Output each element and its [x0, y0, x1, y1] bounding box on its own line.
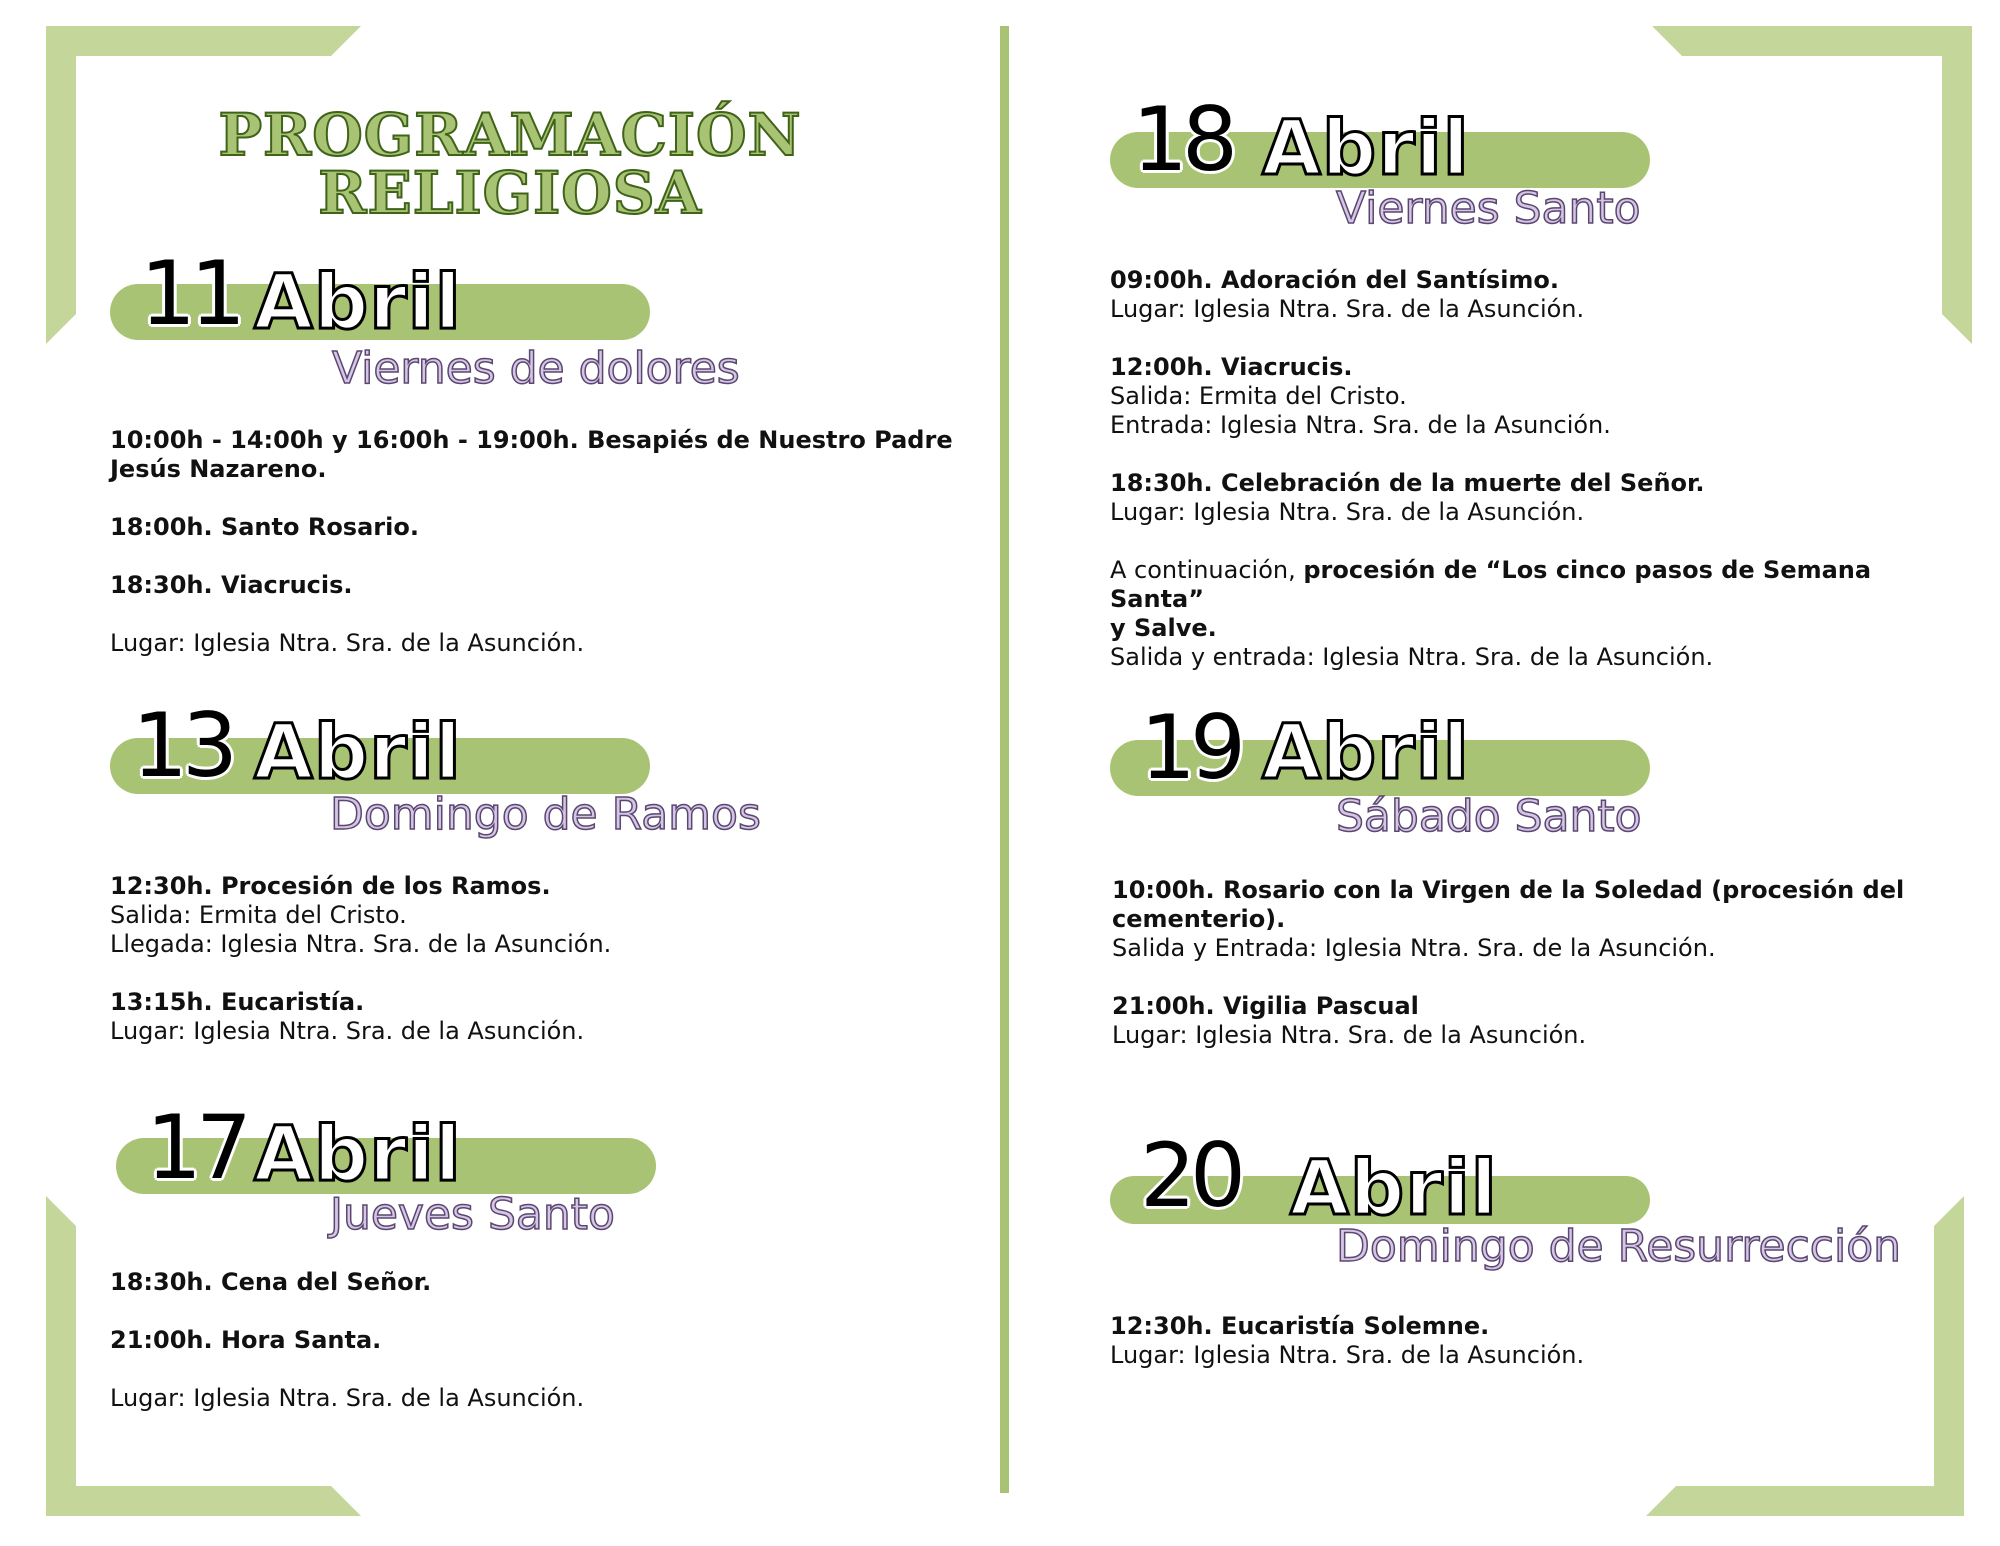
- event-title: 09:00h. Adoración del Santísimo.: [1110, 266, 1560, 294]
- event-location: Lugar: Iglesia Ntra. Sra. de la Asunción.: [110, 1384, 585, 1412]
- event-title-cont: Jesús Nazareno.: [110, 455, 327, 483]
- event-departure: Salida: Ermita del Cristo.: [1110, 382, 1407, 410]
- month-label: Abril: [254, 707, 462, 796]
- event-title: 18:30h. Cena del Señor.: [110, 1268, 432, 1296]
- month-label: Abril: [1290, 1143, 1498, 1232]
- event-item: [1110, 353, 1970, 440]
- event-location: Lugar: Iglesia Ntra. Sra. de la Asunción.: [1112, 1021, 1587, 1049]
- day-name: Viernes Santo: [1336, 183, 1641, 234]
- event-list: [1110, 1312, 1970, 1399]
- center-divider: [1000, 26, 1009, 1493]
- day-number: 17: [146, 1096, 246, 1199]
- event-item: [110, 988, 990, 1046]
- event-title: 12:30h. Procesión de los Ramos.: [110, 872, 551, 900]
- event-item: [1110, 556, 1970, 672]
- event-title: 18:30h. Celebración de la muerte del Señor.: [1110, 469, 1705, 497]
- event-title: 21:00h. Vigilia Pascual: [1112, 992, 1419, 1020]
- event-list: [110, 1268, 990, 1442]
- event-location: Lugar: Iglesia Ntra. Sra. de la Asunción.: [110, 1017, 585, 1045]
- event-item: [110, 513, 990, 542]
- month-label: Abril: [254, 257, 462, 346]
- event-title-cont: cementerio).: [1112, 905, 1286, 933]
- title-line-1: PROGRAMACIÓN: [218, 101, 802, 169]
- event-arrival: Entrada: Iglesia Ntra. Sra. de la Asunción.: [1110, 411, 1611, 439]
- event-location: Lugar: Iglesia Ntra. Sra. de la Asunción.: [1110, 498, 1585, 526]
- event-item: [110, 1268, 990, 1297]
- event-item: [110, 1326, 990, 1355]
- day-number: 19: [1140, 696, 1240, 799]
- event-title: 18:00h. Santo Rosario.: [110, 513, 419, 541]
- event-title: 12:00h. Viacrucis.: [1110, 353, 1353, 381]
- event-title-cont: y Salve.: [1110, 614, 1217, 642]
- event-location: Lugar: Iglesia Ntra. Sra. de la Asunción.: [1110, 1341, 1585, 1369]
- event-list: [110, 426, 990, 687]
- event-item: [110, 1384, 990, 1413]
- event-item: [110, 872, 990, 959]
- event-title: 10:00h - 14:00h y 16:00h - 19:00h. Besapiés de Nuestro Padre: [110, 426, 953, 454]
- event-title: 21:00h. Hora Santa.: [110, 1326, 382, 1354]
- day-name: Jueves Santo: [330, 1189, 615, 1240]
- day-name: Viernes de dolores: [332, 343, 740, 394]
- event-item: [1110, 469, 1970, 527]
- event-item: [110, 426, 990, 484]
- event-item: [110, 571, 990, 600]
- event-list: [110, 872, 990, 1075]
- event-location: Salida y Entrada: Iglesia Ntra. Sra. de la Asunción.: [1112, 934, 1716, 962]
- month-label: Abril: [1262, 103, 1470, 192]
- event-intro: A continuación,: [1110, 556, 1304, 584]
- event-item: [1112, 992, 1972, 1050]
- event-location: Salida y entrada: Iglesia Ntra. Sra. de la Asunción.: [1110, 643, 1714, 671]
- day-name: Domingo de Ramos: [330, 789, 761, 840]
- day-name: Sábado Santo: [1336, 791, 1642, 842]
- event-title: procesión de “Los cinco pasos de Semana Santa”: [1110, 556, 1872, 613]
- day-number: 13: [132, 694, 232, 797]
- event-item: [1112, 876, 1972, 963]
- event-arrival: Llegada: Iglesia Ntra. Sra. de la Asunción.: [110, 930, 612, 958]
- day-name: Domingo de Resurrección: [1336, 1221, 1901, 1272]
- page-title: [180, 101, 840, 227]
- event-intro-line: [1110, 556, 1970, 614]
- event-location: Lugar: Iglesia Ntra. Sra. de la Asunción.: [110, 629, 585, 657]
- event-title: 10:00h. Rosario con la Virgen de la Soledad (procesión del: [1112, 876, 1905, 904]
- event-departure: Salida: Ermita del Cristo.: [110, 901, 407, 929]
- day-number: 18: [1132, 88, 1232, 191]
- event-item: [110, 629, 990, 658]
- day-number: 11: [140, 242, 240, 345]
- month-label: Abril: [254, 1109, 462, 1198]
- event-title: 13:15h. Eucaristía.: [110, 988, 365, 1016]
- event-location: Lugar: Iglesia Ntra. Sra. de la Asunción.: [1110, 295, 1585, 323]
- day-number: 20: [1140, 1124, 1240, 1227]
- event-item: [1110, 266, 1970, 324]
- event-title: 18:30h. Viacrucis.: [110, 571, 353, 599]
- title-line-2: RELIGIOSA: [318, 159, 702, 227]
- event-list: [1112, 876, 1972, 1079]
- event-list: [1110, 266, 1970, 701]
- event-title: 12:30h. Eucaristía Solemne.: [1110, 1312, 1490, 1340]
- event-item: [1110, 1312, 1970, 1370]
- month-label: Abril: [1262, 707, 1470, 796]
